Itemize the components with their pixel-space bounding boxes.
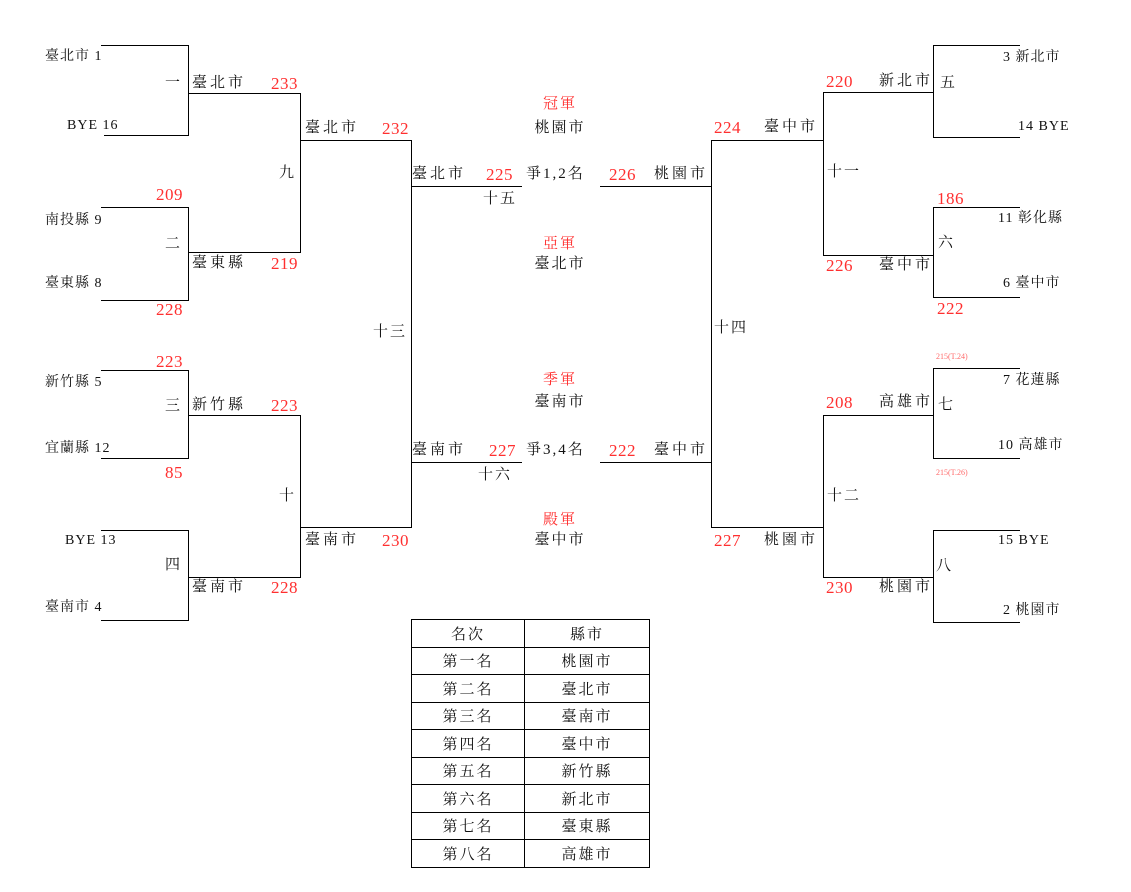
bracket-line [711,527,823,528]
score-m6-top: 186 [937,189,964,208]
match-label-m14: 十四 [714,320,749,336]
match-label-m8: 八 [936,558,954,574]
bracket-line [188,45,189,136]
bracket-line [823,92,824,256]
runner-up-title: 亞軍 [542,236,577,252]
third-place-right-entry: 222 臺中市 [609,441,708,460]
standings-header-row [412,620,650,648]
bracket-line [101,458,188,459]
score-m3-bottom: 85 [165,463,183,482]
standings-team: 臺北市 [525,675,650,703]
team-slot-m4-top: BYE 13 [65,533,117,548]
bracket-line [933,368,934,459]
team-slot-m8-top: 15 BYE [998,533,1050,548]
bracket-line [933,368,1020,369]
team-slot-m6-top: 11 彰化縣 [998,211,1063,226]
bracket-line [933,530,934,623]
fourth-name: 臺中市 [534,532,586,548]
winner-m3: 新竹縣 223 [192,396,298,415]
final-left-entry: 臺北市 225 [412,165,513,184]
score-m7-top: 215(T.24) [936,352,968,361]
winner-m8: 230 桃園市 [826,578,933,597]
standings-rank: 第三名 [412,702,525,730]
standings-rank: 第五名 [412,757,525,785]
standings-header-team: 縣市 [525,620,650,648]
third-title: 季軍 [542,372,577,388]
third-place-vs-label: 爭3,4名 [526,442,585,458]
team-slot-m2-bottom: 臺東縣 8 [45,276,103,291]
team-slot-m5-bottom: 14 BYE [1018,119,1070,134]
bracket-line [300,93,301,253]
bracket-line [933,458,1020,459]
standings-team: 桃園市 [525,647,650,675]
bracket-line [711,140,823,141]
standings-team: 臺東縣 [525,812,650,840]
third-place-left-entry: 臺南市 227 [412,441,516,460]
score-m2-bottom: 228 [156,300,183,319]
winner-m2: 臺東縣 219 [192,254,298,273]
match-label-m10: 十 [278,488,296,504]
bracket-line [300,140,411,141]
winner-m9: 臺北市 232 [305,119,409,138]
match-label-m4: 四 [164,557,182,573]
bracket-line [711,140,712,528]
team-slot-m2-top: 南投縣 9 [45,213,103,228]
bracket-line [300,527,411,528]
team-slot-m4-bottom: 臺南市 4 [45,600,103,615]
standings-row [412,812,650,840]
bracket-line [933,45,1020,46]
standings-row [412,647,650,675]
standings-row [412,840,650,868]
standings-rank: 第六名 [412,785,525,813]
bracket-line [188,207,189,301]
bracket-line [101,45,188,46]
standings-row [412,730,650,758]
bracket-line [933,297,1020,298]
bracket-line [600,186,711,187]
score-m7-bottom: 215(T.26) [936,468,968,477]
standings-table [411,619,650,868]
bracket-line [933,530,1020,531]
match-label-m11: 十一 [827,164,862,180]
match-label-m9: 九 [278,165,296,181]
champion-title: 冠軍 [542,96,577,112]
bracket-line [933,622,1020,623]
bracket-line [101,530,188,531]
third-name: 臺南市 [534,394,586,410]
winner-m7: 208 高雄市 [826,393,933,412]
bracket-line [188,252,300,253]
standings-rank: 第八名 [412,840,525,868]
match-label-m3: 三 [164,398,182,414]
standings-row [412,785,650,813]
fourth-title: 殿軍 [542,512,577,528]
bracket-line [101,207,188,208]
team-slot-m6-bottom: 6 臺中市 [1003,276,1061,291]
standings-row [412,675,650,703]
team-slot-m7-top: 7 花蓮縣 [1003,373,1061,388]
winner-m1: 臺北市 233 [192,74,298,93]
final-right-entry: 226 桃園市 [609,165,708,184]
bracket-line [411,140,412,528]
match-label-m6: 六 [938,235,956,251]
match-label-m2: 二 [164,236,182,252]
match-label-m12: 十二 [827,488,862,504]
winner-m11: 224 臺中市 [714,118,818,137]
team-slot-m3-top: 新竹縣 5 [45,375,103,390]
bracket-line [188,530,189,621]
winner-m10: 臺南市 230 [305,531,409,550]
standings-header-rank: 名次 [412,620,525,648]
bracket-line [933,137,1020,138]
standings-team: 新竹縣 [525,757,650,785]
standings-team: 臺南市 [525,702,650,730]
team-slot-m5-top: 3 新北市 [1003,50,1061,65]
score-m2-top: 209 [156,185,183,204]
match-label-m5: 五 [940,75,958,91]
standings-team: 臺中市 [525,730,650,758]
team-slot-m1-bottom: BYE 16 [67,118,119,133]
match-label-m15: 十五 [482,191,517,207]
match-label-m1: 一 [164,75,182,91]
winner-m12: 227 桃園市 [714,531,818,550]
standings-team: 高雄市 [525,840,650,868]
standings-row [412,702,650,730]
standings-row [412,757,650,785]
bracket-line [933,45,934,138]
team-slot-m8-bottom: 2 桃園市 [1003,603,1061,618]
champion-name: 桃園市 [534,120,586,136]
bracket-line [823,92,933,93]
bracket-line [823,415,824,578]
standings-rank: 第四名 [412,730,525,758]
match-label-m16: 十六 [477,467,512,483]
winner-m5: 220 新北市 [826,72,933,91]
winner-m4: 臺南市 228 [192,578,298,597]
team-slot-m7-bottom: 10 高雄市 [998,438,1064,453]
bracket-line [823,415,933,416]
standings-team: 新北市 [525,785,650,813]
standings-rank: 第二名 [412,675,525,703]
bracket-line [411,186,522,187]
final-vs-label: 爭1,2名 [526,166,585,182]
score-m6-bottom: 222 [937,299,964,318]
standings-rank: 第七名 [412,812,525,840]
winner-m6: 226 臺中市 [826,256,933,275]
team-slot-m3-bottom: 宜蘭縣 12 [45,441,111,456]
runner-up-name: 臺北市 [534,256,586,272]
standings-rank: 第一名 [412,647,525,675]
match-label-m7: 七 [938,397,956,413]
bracket-line [411,462,522,463]
bracket-line [600,462,711,463]
score-m3-top: 223 [156,352,183,371]
team-slot-m1-top: 臺北市 1 [45,49,103,64]
match-label-m13: 十三 [372,324,407,340]
bracket-line [101,620,188,621]
bracket-line [933,207,934,298]
bracket-line [300,415,301,578]
bracket-line [104,135,188,136]
